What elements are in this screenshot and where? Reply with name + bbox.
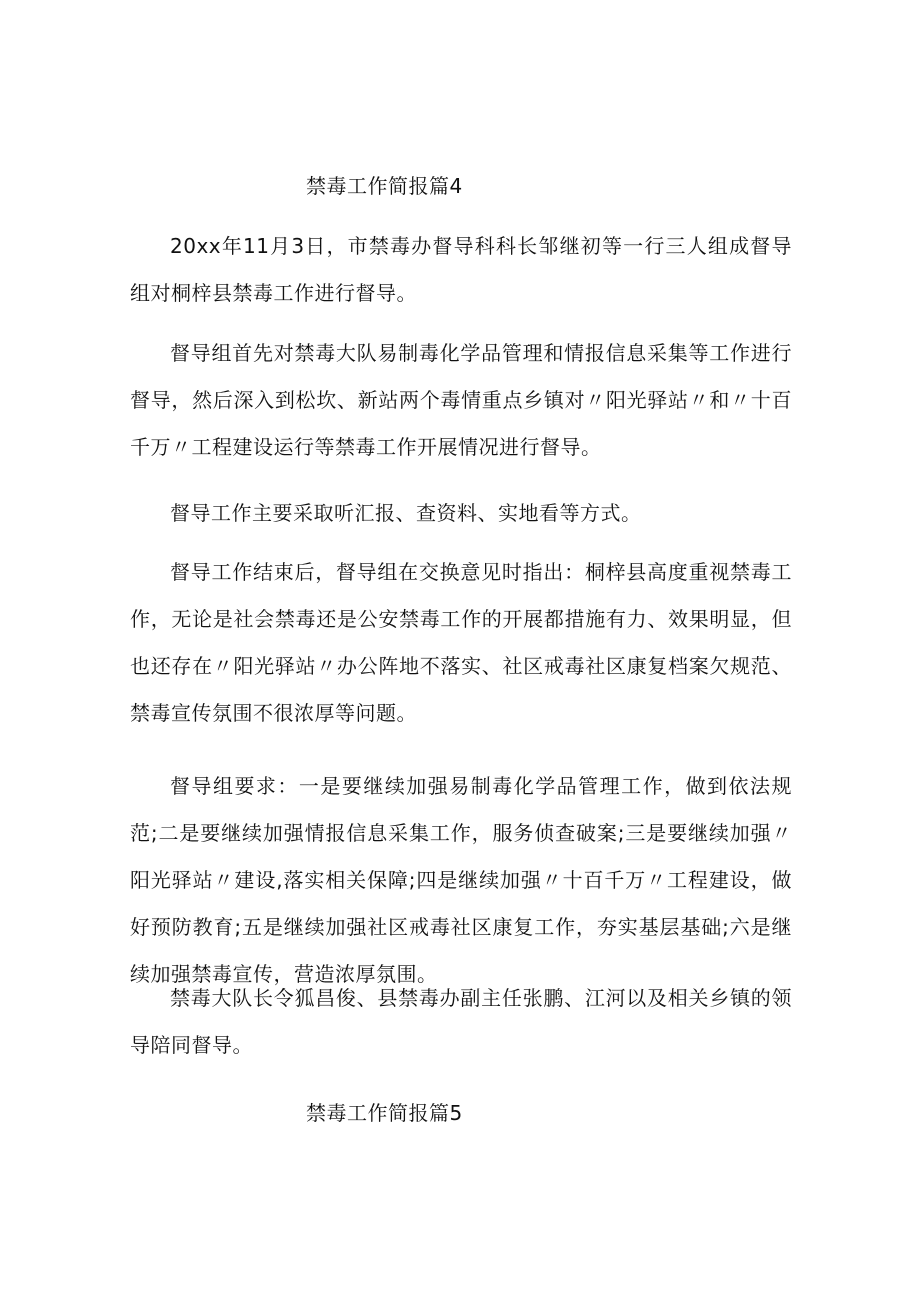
section-title-5: 禁毒工作简报篇5 <box>306 1101 463 1125</box>
paragraph-inspection-methods: 督导工作主要采取听汇报、查资料、实地看等方式。 <box>170 501 642 525</box>
section-title-4: 禁毒工作简报篇4 <box>306 174 463 198</box>
paragraph-findings: 督导工作结束后，督导组在交换意见时指出：桐梓县高度重视禁毒工作，无论是社会禁毒还是公安禁毒工作的开展都措施有力、效果明显，但也还存在〃阳光驿站〃办公阵地不落实、社区戒毒社区康复档案欠规范、禁毒宣传氛围不很浓厚等问题。 <box>130 560 792 725</box>
paragraph-inspection-scope: 督导组首先对禁毒大队易制毒化学品管理和情报信息采集等工作进行督导，然后深入到松坎、新站两个毒情重点乡镇对〃阳光驿站〃和〃十百千万〃工程建设运行等禁毒工作开展情况进行督导。 <box>130 341 792 459</box>
paragraph-accompanying-officials: 禁毒大队长令狐昌俊、县禁毒办副主任张鹏、江河以及相关乡镇的领导陪同督导。 <box>130 986 792 1057</box>
paragraph-date-intro: 20xx年11月3日，市禁毒办督导科科长邹继初等一行三人组成督导组对桐梓县禁毒工作进行督导。 <box>130 234 792 305</box>
paragraph-requirements: 督导组要求：一是要继续加强易制毒化学品管理工作，做到依法规范;二是要继续加强情报信息采集工作，服务侦查破案;三是要继续加强〃阳光驿站〃建设,落实相关保障;四是继续加强〃十百千万〃工程建设，做好预防教育;五是继续加强社区戒毒社区康复工作，夯实基层基础;六是继续加强禁毒宣传，营造浓厚氛围。 <box>130 774 792 986</box>
